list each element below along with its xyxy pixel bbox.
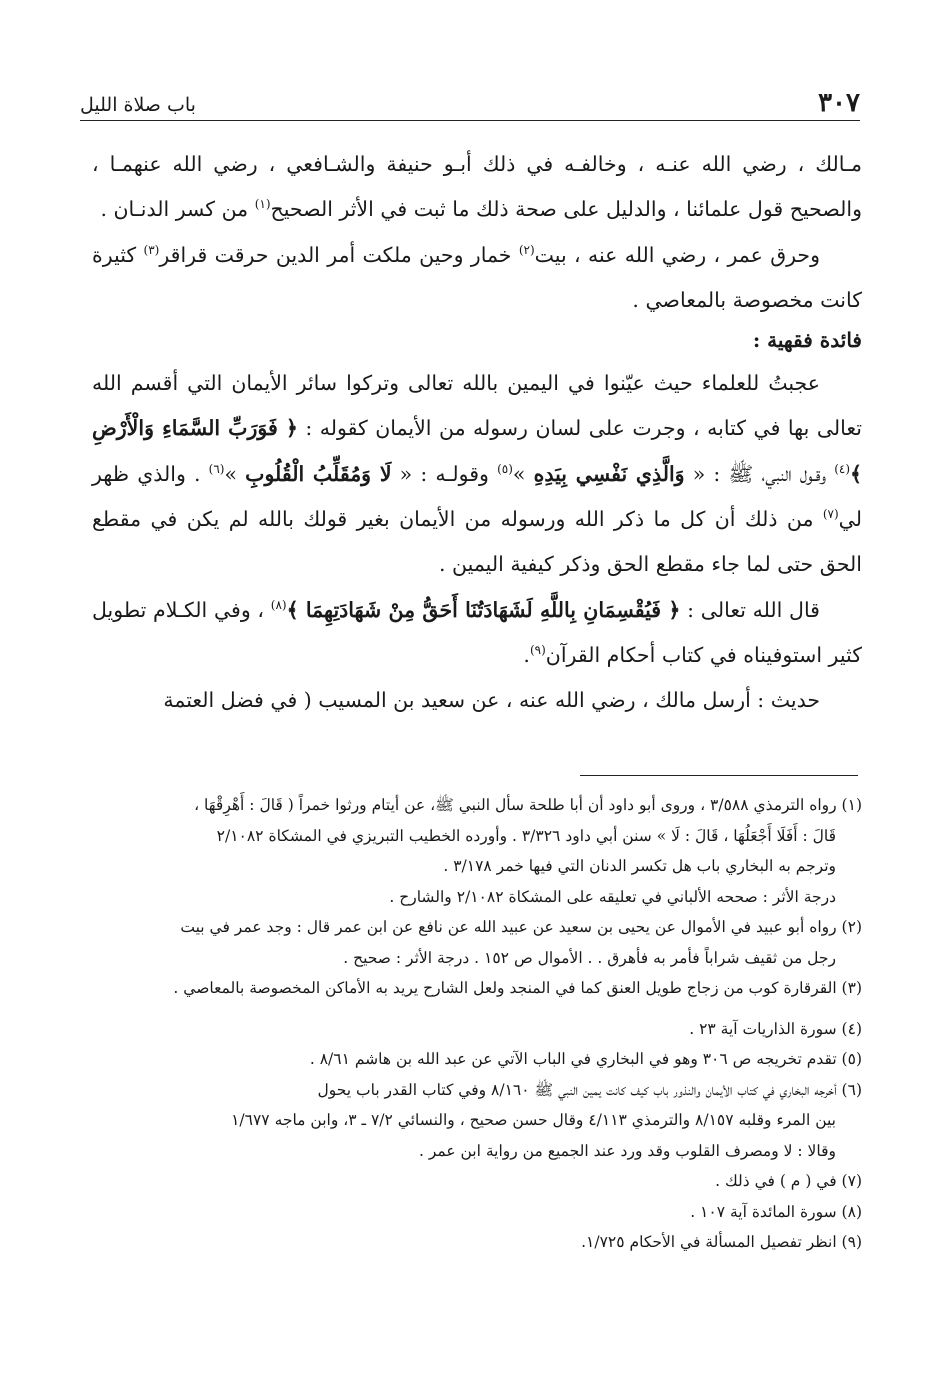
footnote-ref-8: (٨) (270, 597, 287, 612)
footnote-ref-6: (٦) (208, 461, 225, 476)
footnote-7: (٧) في ( م ) في ذلك . (715, 1172, 862, 1190)
footnote-1-line-4: درجة الأثر : صححه الألباني في تعليقه على المشكاة ٢/١٠٨٢ والشارح . (389, 887, 836, 906)
footnote-6-line-2: بين المرء وقلبه ٨/١٥٧ والترمذي ٤/١١٣ وقال حسن صحيح ، والنسائي ٧/٢ ـ ٣، وابن ماجه ١/٦٧٧ (231, 1111, 836, 1129)
footnote-divider (580, 775, 858, 776)
footnote-ref-5: (٥) (497, 461, 513, 476)
footnote-ref-4: (٤) (834, 461, 851, 476)
quran-verse-1: ﴿ فَوَرَبِّ السَّمَاءِ وَالْأَرْضِ ﴾ (92, 416, 863, 486)
footnote-1: (١) رواه الترمذي ٣/٥٨٨ ، وروى أبو داود أن أبا طلحة سأل النبي ﷺ، عن أيتام ورثوا خمراً ( قَالَ : أَهْرِقْهَا ، (194, 796, 862, 814)
footnote-gap (92, 1004, 862, 1014)
section-heading: فائدة فقهية : (752, 328, 862, 353)
quran-verse-2: ﴿ فَيُقْسِمَانِ بِاللَّهِ لَشَهَادَتُنَا أَحَقُّ مِنْ شَهَادَتِهِمَا ﴾ (286, 597, 681, 622)
footnote-1-line-3: وترجم به البخاري باب هل تكسر الدنان التي فيها خمر ٣/١٧٨ . (443, 857, 836, 875)
footnotes (92, 790, 862, 1258)
footnote-3: (٣) القرقارة كوب من زجاج طويل العنق كما في المنجد ولعل الشارح يريد به الأماكن المخصوصة بالمعاصي . (173, 979, 862, 997)
paragraph-2: وحرق عمر ، رضي الله عنه ، بيت$^{(٢)}$ خمار وحين ملكت أمر الدين حرقت قراقر$^{(٣)}$ كثيرة كانت مخصوصة بالمعاصي . (92, 242, 862, 312)
paragraph-3: عجبتُ للعلماء حيث عيّنوا في اليمين بالله تعالى وتركوا سائر الأيمان التي أقسم الله تعالى بها في كتابه ، وجرت على لسان رسوله من الأيمان كقوله : ﴿ فَوَرَبِّ السَّمَاءِ وَالْأَرْضِ ﴾$^{(٤)}$ وقـول النبي، ﷺ : « وَالَّذِي نَفْسِي بِيَدِهِ »$^{(٥)}$ وقولـه : « لَا وَمُقَلِّبُ الْقُلُوبِ »$^{(٦)}$ . والذي ظهر لي$^{(٧)}$ من ذلك أن كل ما ذكر الله ورسوله من الأيمان بغير قولك بالله لم يكن في مقطع الحق حتى لما جاء مقطع الحق وذكر كيفية اليمين . (92, 371, 863, 577)
footnote-5: (٥) تقدم تخريجه ص ٣٠٦ وهو في البخاري في الباب الآتي عن عبد الله بن هاشم ٨/٦١ . (309, 1050, 862, 1068)
paragraph-4: قال الله تعالى : ﴿ فَيُقْسِمَانِ بِاللَّهِ لَشَهَادَتُنَا أَحَقُّ مِنْ شَهَادَتِهِمَا ﴾$^{(٨)}$ ، وفي الكـلام تطويل كثير استوفيناه في كتاب أحكام القرآن$^{(٩)}$. (92, 597, 862, 667)
page-header (80, 86, 860, 121)
hadith-quote-1: وَالَّذِي نَفْسِي بِيَدِهِ (533, 461, 685, 486)
paragraph-1: مـالك ، رضي الله عنـه ، وخالفـه في ذلك أبـو حنيفة والشـافعي ، رضي الله عنهمـا ، والصحيح قول علمائنا ، والدليل على صحة ذلك ما ثبت في الأثر الصحيح$^{(١)}$ من كسر الدنـان . (92, 152, 862, 222)
footnote-6: (٦) أخرجه البخاري في كتاب الأيمان والنذور باب كيف كانت يمين النبي ﷺ ٨/١٦٠ وفي كتاب القدر باب يحول (317, 1080, 862, 1099)
footnote-ref-1: (١) (254, 197, 271, 212)
footnote-ref-7: (٧) (822, 507, 839, 522)
footnote-4: (٤) سورة الذاريات آية ٢٣ . (689, 1019, 862, 1038)
main-text (92, 142, 862, 724)
footnote-9: (٩) انظر تفصيل المسألة في الأحكام ١/٧٢٥. (581, 1233, 862, 1251)
footnote-6-line-3: وقالا : لا ومصرف القلوب وقد ورد عند الجميع من رواية ابن عمر . (418, 1141, 836, 1160)
footnote-2-line-2: رجل من ثقيف شراباً فأمر به فأهرق . . الأموال ص ١٥٢ . درجة الأثر : صحيح . (343, 948, 836, 967)
hadith-quote-2: لَا وَمُقَلِّبُ الْقُلُوبِ (245, 461, 392, 486)
footnote-8: (٨) سورة المائدة آية ١٠٧ . (690, 1202, 862, 1221)
footnote-ref-9: (٩) (529, 643, 546, 658)
page-number: ٣٠٧ (818, 88, 860, 118)
running-title: باب صلاة الليل (80, 94, 196, 116)
footnote-1-line-2: قَالَ : أَفَلَا أَجْعَلُهَا ، قَالَ : لَا » سنن أبي داود ٣/٣٢٦ . وأورده الخطيب التبريزي في المشكاة ٢/١٠٨٢ (216, 826, 836, 845)
footnote-2: (٢) رواه أبو عبيد في الأموال عن يحيى بن سعيد عن عبيد الله عن نافع عن ابن عمر قال : وجد عمر في بيت (180, 918, 862, 936)
footnote-ref-3: (٣) (143, 242, 160, 257)
paragraph-5: حديث : أرسل مالك ، رضي الله عنه ، عن سعيد بن المسيب ( في فضل العتمة (163, 688, 820, 713)
footnote-ref-2: (٢) (518, 242, 535, 257)
